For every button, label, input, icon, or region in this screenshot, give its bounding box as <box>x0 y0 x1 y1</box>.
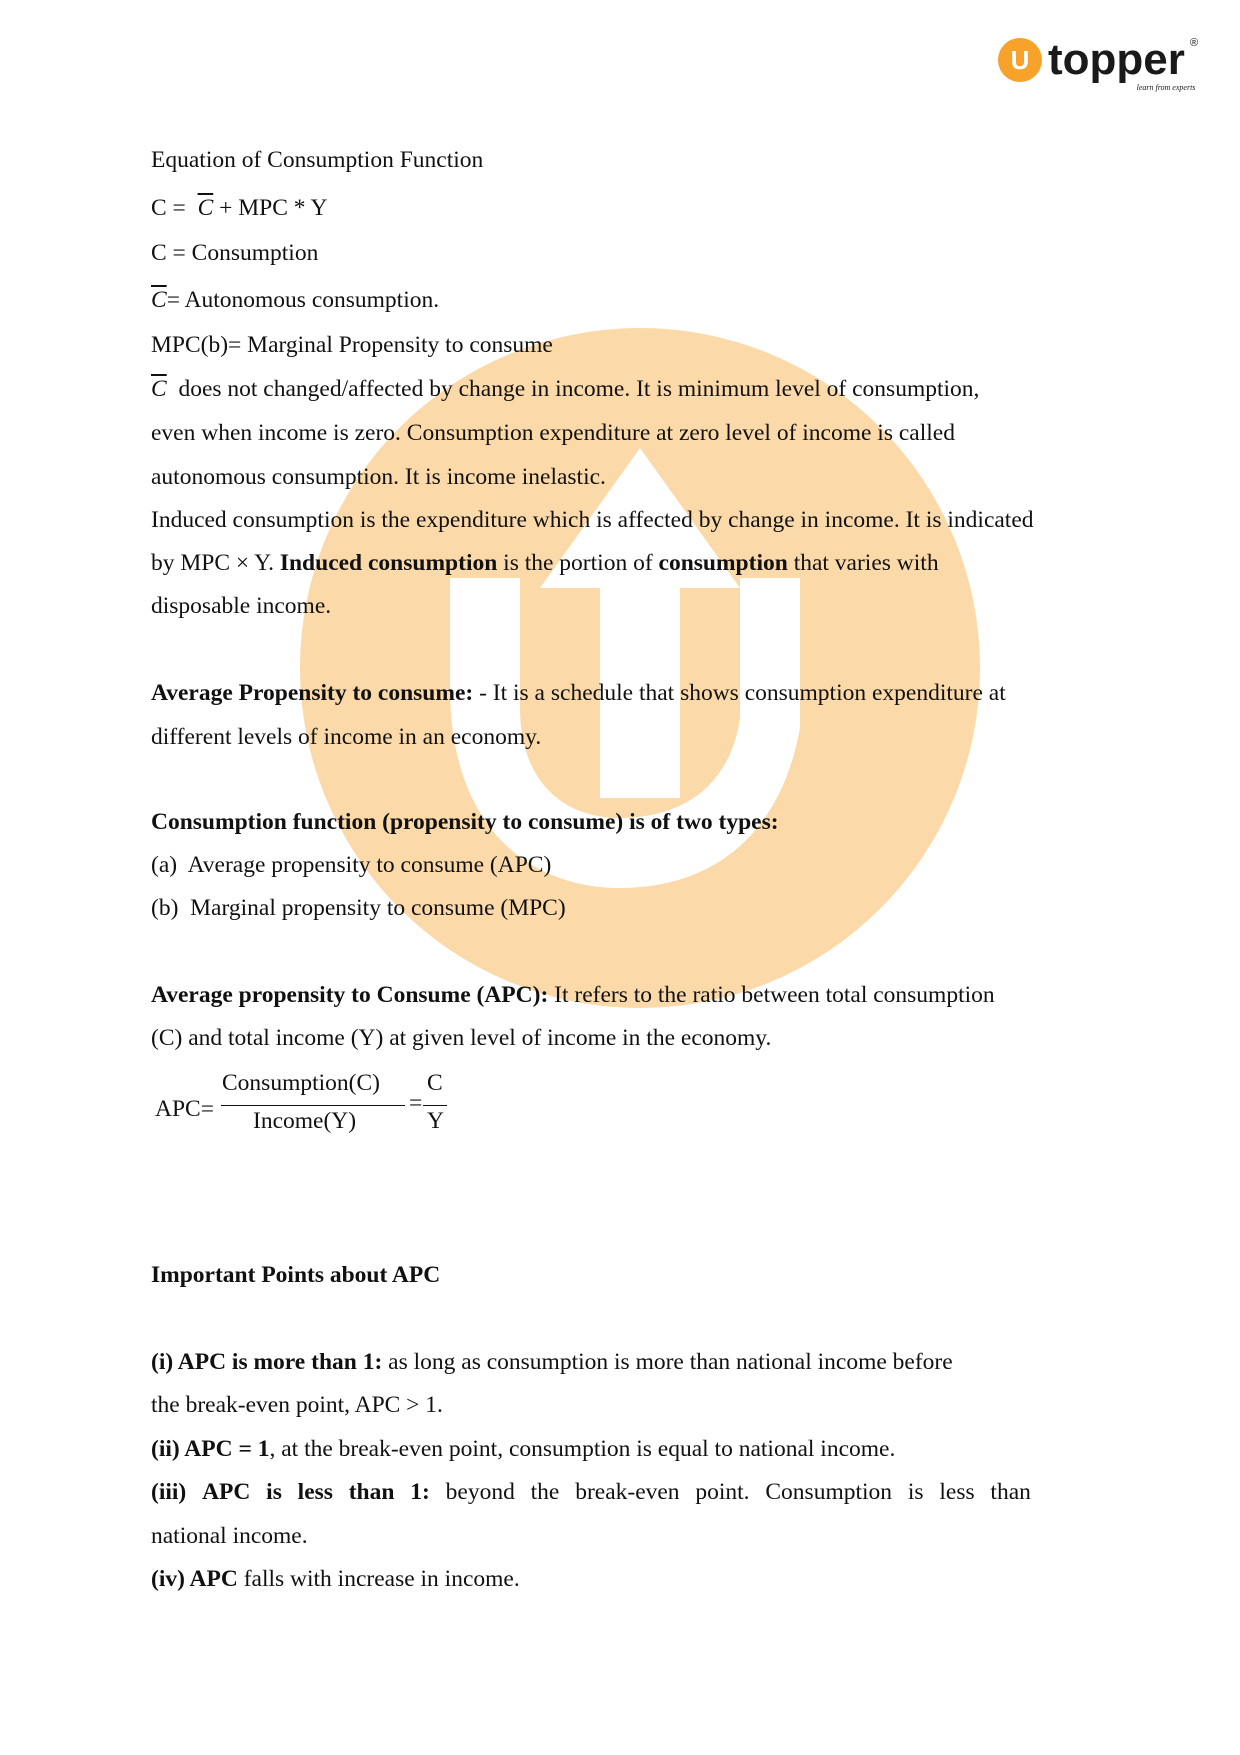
point-iii-word: Consumption <box>765 1479 893 1505</box>
point-iv-text: falls with increase in income. <box>243 1566 520 1592</box>
definition-autonomous-text: = Autonomous consumption. <box>166 287 440 313</box>
paragraph-autonomous-line-3: autonomous consumption. It is income inelastic. <box>151 464 606 490</box>
logo-registered: ® <box>1190 37 1199 49</box>
paragraph-autonomous-text: does not changed/affected by change in income. It is minimum level of consumption, <box>178 376 980 402</box>
point-i-line-1 <box>151 1347 953 1377</box>
apc-schedule-line-2: different levels of income in an economy. <box>151 724 542 750</box>
logo-badge-letter: U <box>1010 45 1030 75</box>
point-iii-word: than <box>990 1479 1031 1505</box>
types-heading: Consumption function (propensity to consume) is of two types: <box>151 809 779 835</box>
equation-rhs: + MPC * Y <box>219 195 328 221</box>
induced-text-e: that varies with <box>793 550 939 576</box>
point-iii-word: break-even <box>575 1479 680 1505</box>
formula-lhs: APC= <box>155 1096 214 1122</box>
point-iii-word: point. <box>695 1479 750 1505</box>
consumption-equation <box>151 193 328 223</box>
type-item-b-text: Marginal propensity to consume (MPC) <box>190 895 566 921</box>
point-iii-word: than <box>348 1479 395 1505</box>
type-item-a <box>151 850 551 880</box>
apc-schedule-line-1 <box>151 678 1006 708</box>
paragraph-induced-line-2 <box>151 548 939 578</box>
formula-numerator-2: C <box>427 1070 443 1096</box>
point-iii-word: APC <box>202 1479 251 1505</box>
logo-wordmark: topper <box>1048 35 1185 84</box>
definition-consumption: C = Consumption <box>151 240 319 266</box>
point-iii-word: is <box>266 1479 282 1505</box>
formula-denominator-1: Income(Y) <box>253 1108 357 1134</box>
type-item-a-text: Average propensity to consume (APC) <box>187 852 552 878</box>
formula-fraction-bar-2 <box>423 1105 447 1106</box>
apc-definition-text: It refers to the ratio between total consumption <box>554 982 995 1008</box>
section-title-consumption-function: Equation of Consumption Function <box>151 147 484 173</box>
apc-formula <box>155 1070 475 1150</box>
apc-definition-heading: Average propensity to Consume (APC): <box>151 982 549 1008</box>
point-iii-word: is <box>907 1479 924 1505</box>
induced-text-c: is the portion of <box>503 550 653 576</box>
point-ii-text: , at the break-even point, consumption is equal to national income. <box>269 1436 896 1462</box>
formula-denominator-2: Y <box>427 1108 444 1134</box>
logo-graphic <box>996 32 1206 102</box>
point-iii-line-1 <box>151 1477 1031 1507</box>
point-ii <box>151 1434 895 1464</box>
point-iii-word: (iii) <box>151 1479 187 1505</box>
apc-definition-line-1 <box>151 980 995 1010</box>
paragraph-autonomous-line-1 <box>151 374 979 404</box>
paragraph-induced-line-1: Induced consumption is the expenditure which is affected by change in income. It is indicated <box>151 507 1034 533</box>
point-iii-word: beyond <box>445 1479 515 1505</box>
point-iii-word: the <box>530 1479 560 1505</box>
paragraph-autonomous-line-2: even when income is zero. Consumption expenditure at zero level of income is called <box>151 420 955 446</box>
logo-tagline: learn from experts <box>1136 83 1196 92</box>
induced-bold-d: consumption <box>658 550 788 576</box>
equation-c-bar: $\overline{C}$ <box>197 195 214 221</box>
point-iii-word: less <box>939 1479 975 1505</box>
type-item-a-label: (a) <box>151 852 178 878</box>
induced-text-a: by MPC × Y. <box>151 550 274 576</box>
type-item-b-label: (b) <box>151 895 179 921</box>
induced-bold-b: Induced consumption <box>279 550 498 576</box>
definition-mpc: MPC(b)= Marginal Propensity to consume <box>151 332 553 358</box>
point-iii-word: less <box>297 1479 333 1505</box>
c-bar-symbol: $\overline{C}$ <box>151 287 167 313</box>
important-points-heading: Important Points about APC <box>151 1262 441 1288</box>
apc-schedule-text: - It is a schedule that shows consumption expenditure at <box>479 680 1006 706</box>
point-i-text: as long as consumption is more than national income before <box>388 1349 953 1375</box>
point-iii-word: 1: <box>410 1479 430 1505</box>
formula-fraction-bar-1 <box>221 1105 405 1106</box>
type-item-b <box>151 893 566 923</box>
paragraph-induced-line-3: disposable income. <box>151 593 332 619</box>
brand-logo <box>996 32 1206 102</box>
point-i-line-2: the break-even point, APC > 1. <box>151 1392 443 1418</box>
formula-equals: = <box>409 1090 423 1116</box>
point-ii-label: (ii) APC = 1 <box>151 1436 270 1462</box>
point-i-label: (i) APC is more than 1: <box>151 1349 383 1375</box>
point-iv <box>151 1564 520 1594</box>
point-iv-label: (iv) APC <box>151 1566 238 1592</box>
equation-lhs: C = <box>151 195 186 221</box>
apc-schedule-heading: Average Propensity to consume: <box>151 680 474 706</box>
definition-autonomous <box>151 285 439 315</box>
point-iii-line-2: national income. <box>151 1523 308 1549</box>
apc-definition-line-2: (C) and total income (Y) at given level of income in the economy. <box>151 1025 772 1051</box>
formula-numerator-1: Consumption(C) <box>222 1070 380 1096</box>
c-bar-symbol: $\overline{C}$ <box>151 376 167 402</box>
